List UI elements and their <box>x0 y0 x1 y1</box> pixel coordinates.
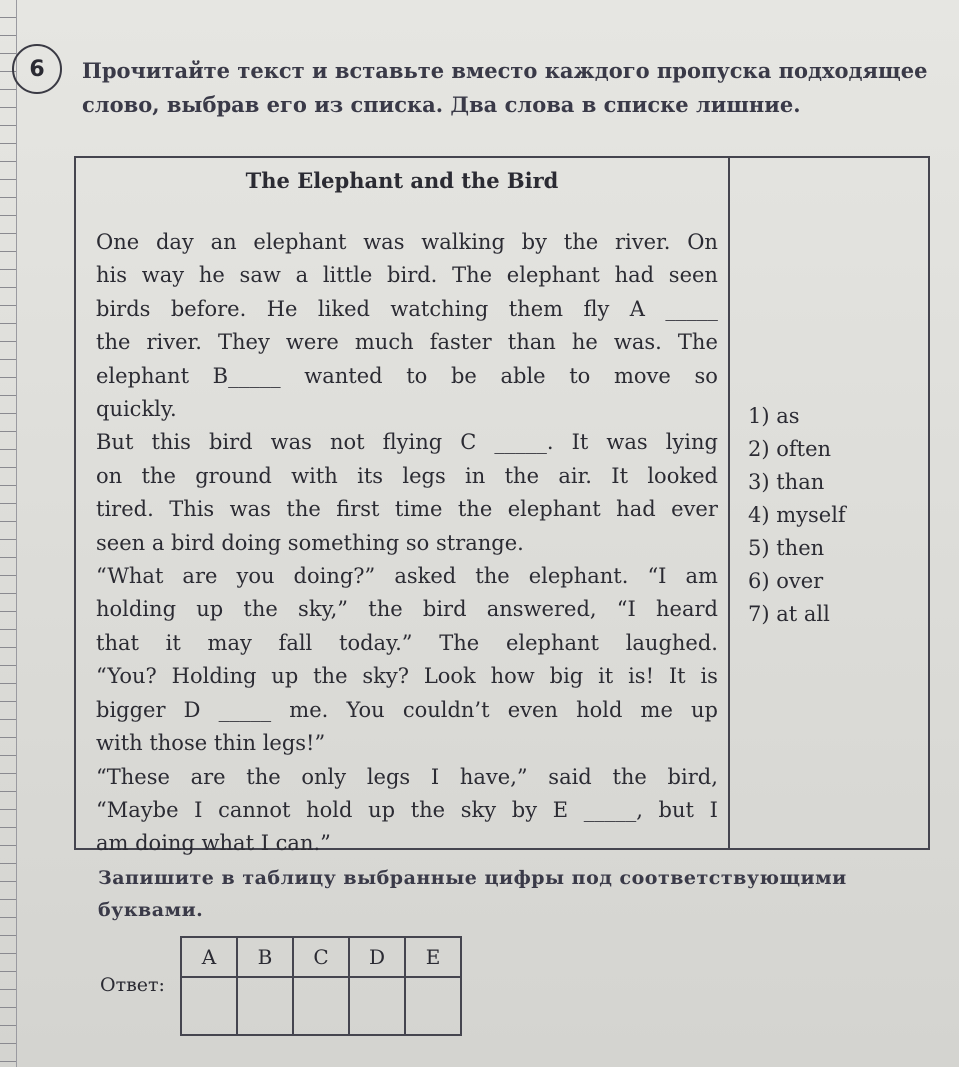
story-word: with <box>291 463 338 488</box>
story-word: “I <box>647 564 667 589</box>
story-word: They <box>218 330 270 355</box>
story-word: the <box>504 463 540 488</box>
story-title: The Elephant and the Bird <box>245 168 559 193</box>
story-word: he <box>198 263 225 288</box>
story-word: today.” <box>339 630 413 655</box>
word-option: 3) than <box>748 470 825 494</box>
story-word: liked <box>317 296 370 321</box>
story-word: so <box>694 363 718 388</box>
story-word: a <box>295 263 309 288</box>
story-word: lying <box>665 430 718 455</box>
story-word: had <box>616 497 656 522</box>
story-word: heard <box>656 597 718 622</box>
story-word: on <box>96 463 123 488</box>
answer-cell-b[interactable] <box>237 977 293 1035</box>
story-word: elephant <box>505 630 599 655</box>
story-word: were <box>285 330 339 355</box>
story-word: bird, <box>667 764 718 789</box>
story-word: seen <box>668 263 718 288</box>
story-word: laughed. <box>625 630 718 655</box>
word-option: 2) often <box>748 437 832 461</box>
story-word: the <box>243 597 278 622</box>
story-word: the <box>563 230 599 254</box>
story-line <box>96 293 718 326</box>
story-word: in <box>465 463 486 488</box>
story-word: first <box>336 497 380 522</box>
answer-table <box>180 936 462 1036</box>
story-word: was <box>229 497 271 522</box>
story-text <box>96 226 718 861</box>
story-word: B_____ <box>212 363 281 388</box>
answer-header-c: C <box>293 937 349 977</box>
story-word: the <box>96 330 131 355</box>
story-word: move <box>613 363 671 388</box>
story-word: only <box>301 764 347 789</box>
story-word: the <box>475 564 510 589</box>
story-word: the <box>286 497 321 522</box>
story-word: fly <box>583 296 610 321</box>
story-word: D <box>183 697 201 722</box>
story-word: time <box>394 497 443 522</box>
story-word: by <box>511 797 538 822</box>
story-word: day <box>155 230 194 254</box>
story-word: It <box>571 430 589 455</box>
story-word: ever <box>671 497 718 522</box>
story-word: have,” <box>459 764 528 789</box>
answer-instruction: Запишите в таблицу выбранные цифры под соответствующими буквами. <box>98 867 847 921</box>
answer-header-e: E <box>405 937 461 977</box>
story-line <box>96 593 718 626</box>
story-word: I <box>430 764 440 789</box>
story-line <box>96 259 718 292</box>
answer-label: Ответ: <box>100 974 165 996</box>
story-word: legs <box>366 764 411 789</box>
story-word: it <box>598 664 614 689</box>
story-word: _____, <box>583 797 643 822</box>
story-word: am <box>685 564 718 589</box>
story-word: up <box>196 597 224 622</box>
story-word: me <box>640 697 673 722</box>
story-word: way <box>141 263 185 288</box>
story-word: but <box>658 797 694 822</box>
story-line <box>96 794 718 827</box>
story-word: the <box>457 497 493 522</box>
story-word: hold <box>576 697 623 722</box>
story-word: be <box>450 363 477 388</box>
story-word: much <box>354 330 414 355</box>
story-word: This <box>169 497 215 522</box>
story-word: may <box>207 630 252 655</box>
story-word: you <box>236 564 275 589</box>
notebook-margin <box>0 0 17 1067</box>
story-word: was <box>270 430 312 455</box>
story-word: an <box>210 230 237 254</box>
story-word: elephant <box>507 497 601 522</box>
story-word: bird <box>422 597 467 622</box>
story-word: holding <box>96 597 177 622</box>
story-line <box>96 493 718 526</box>
story-word: was. <box>613 330 662 355</box>
story-word: I <box>709 797 718 822</box>
story-word: elephant <box>253 230 347 254</box>
story-word: elephant <box>96 363 190 388</box>
answer-header-d: D <box>349 937 405 977</box>
story-word: river. <box>614 230 671 254</box>
story-word: me. <box>289 697 329 722</box>
story-word: to <box>569 363 591 388</box>
story-word: the <box>246 764 281 789</box>
answer-cell-a[interactable] <box>181 977 237 1035</box>
story-word: sky? <box>362 664 409 689</box>
story-word: it <box>165 630 181 655</box>
story-word: looked <box>647 463 718 488</box>
story-word: bird. <box>387 263 438 288</box>
story-line <box>96 660 718 693</box>
answer-cell-d[interactable] <box>349 977 405 1035</box>
word-option: 5) then <box>748 536 825 560</box>
story-word: A <box>629 296 645 321</box>
story-word: sky,” <box>298 597 349 622</box>
story-word: elephant. <box>528 564 629 589</box>
story-word: to <box>406 363 428 388</box>
story-word: “You? <box>96 664 157 689</box>
story-line: am doing what I can.” <box>96 831 331 856</box>
story-word: flying <box>382 430 443 455</box>
story-word: was <box>363 230 405 254</box>
story-word: elephant <box>506 263 600 288</box>
story-word: I <box>194 797 203 822</box>
story-word: wanted <box>304 363 383 388</box>
story-word: faster <box>429 330 492 355</box>
story-line <box>96 694 718 727</box>
story-word: the <box>410 797 446 822</box>
story-word: On <box>687 230 718 254</box>
story-word: ground <box>195 463 272 488</box>
story-word: doing?” <box>293 564 376 589</box>
story-word: its <box>357 463 384 488</box>
story-word: answered, <box>486 597 597 622</box>
story-word: The <box>439 630 480 655</box>
story-word: his <box>96 263 128 288</box>
story-word: fall <box>278 630 313 655</box>
task-number: 6 <box>12 44 62 94</box>
story-word: even <box>507 697 558 722</box>
story-line <box>96 426 718 459</box>
story-line <box>96 560 718 593</box>
word-option: 4) myself <box>748 503 846 527</box>
story-word: before. <box>170 296 247 321</box>
story-word: Look <box>423 664 476 689</box>
story-word: But <box>96 430 134 455</box>
story-word: The <box>677 330 718 355</box>
story-word: this <box>151 430 191 455</box>
story-word: up <box>271 664 299 689</box>
story-word: watching <box>390 296 489 321</box>
story-word: walking <box>421 230 505 254</box>
answer-header-b: B <box>237 937 293 977</box>
story-word: than <box>507 330 556 355</box>
story-word: You <box>346 697 385 722</box>
story-word: “These <box>96 764 170 789</box>
story-word: up <box>691 697 718 722</box>
word-option: 7) at all <box>748 602 830 626</box>
story-word: able <box>500 363 546 388</box>
story-word: C <box>460 430 477 455</box>
story-word: river. <box>146 330 202 355</box>
story-word: are <box>182 564 218 589</box>
story-word: E <box>552 797 569 822</box>
story-word: air. <box>558 463 592 488</box>
story-word: how <box>490 664 535 689</box>
story-word: bird <box>208 430 253 455</box>
story-word: saw <box>239 263 281 288</box>
story-word: Holding <box>171 664 257 689</box>
text-table <box>74 156 930 856</box>
story-line <box>96 627 718 660</box>
story-word: _____ <box>218 697 272 722</box>
story-word: _____ <box>665 296 718 321</box>
answer-header-a: A <box>181 937 237 977</box>
answer-cell-e[interactable] <box>405 977 461 1035</box>
story-word: He <box>266 296 298 321</box>
word-option: 6) over <box>748 569 824 593</box>
story-word: sky <box>460 797 497 822</box>
story-line <box>96 761 718 794</box>
story-word: “What <box>96 564 164 589</box>
story-word: tired. <box>96 497 154 522</box>
answer-cell-c[interactable] <box>293 977 349 1035</box>
story-word: big <box>549 664 584 689</box>
story-word: are <box>190 764 226 789</box>
story-word: had <box>614 263 655 288</box>
story-line <box>96 460 718 493</box>
story-line: quickly. <box>96 397 177 422</box>
column-divider <box>728 158 730 848</box>
story-word: cannot <box>218 797 291 822</box>
task-instruction: Прочитайте текст и вставьте вместо каждого пропуска подходящее слово, выбрав его из списка. Два слова в списке лишние. <box>82 58 928 117</box>
story-word: up <box>368 797 396 822</box>
story-word: them <box>508 296 564 321</box>
story-line: seen a bird doing something so strange. <box>96 530 524 555</box>
story-word: was <box>606 430 648 455</box>
story-word: that <box>96 630 139 655</box>
story-word: the <box>612 764 647 789</box>
story-word: bigger <box>96 697 166 722</box>
story-word: is! <box>628 664 655 689</box>
story-word: the <box>141 463 176 488</box>
story-word: the <box>368 597 403 622</box>
story-line <box>96 326 718 359</box>
story-word: hold <box>306 797 353 822</box>
story-line <box>96 226 718 259</box>
story-word: is <box>700 664 718 689</box>
story-word: “I <box>616 597 636 622</box>
story-word: the <box>313 664 348 689</box>
story-word: little <box>322 263 373 288</box>
word-option: 1) as <box>748 404 800 428</box>
story-line: with those thin legs!” <box>96 731 326 756</box>
story-line <box>96 360 718 393</box>
story-word: by <box>521 230 547 254</box>
story-word: It <box>611 463 629 488</box>
story-word: asked <box>394 564 457 589</box>
story-word: he <box>571 330 598 355</box>
story-word: legs <box>402 463 446 488</box>
story-word: “Maybe <box>96 797 179 822</box>
word-options-list <box>748 400 846 631</box>
story-word: One <box>96 230 140 254</box>
story-word: It <box>668 664 686 689</box>
story-word: _____. <box>494 430 554 455</box>
story-word: said <box>548 764 592 789</box>
story-word: not <box>329 430 365 455</box>
story-word: couldn’t <box>402 697 490 722</box>
story-word: birds <box>96 296 151 321</box>
story-word: The <box>452 263 493 288</box>
